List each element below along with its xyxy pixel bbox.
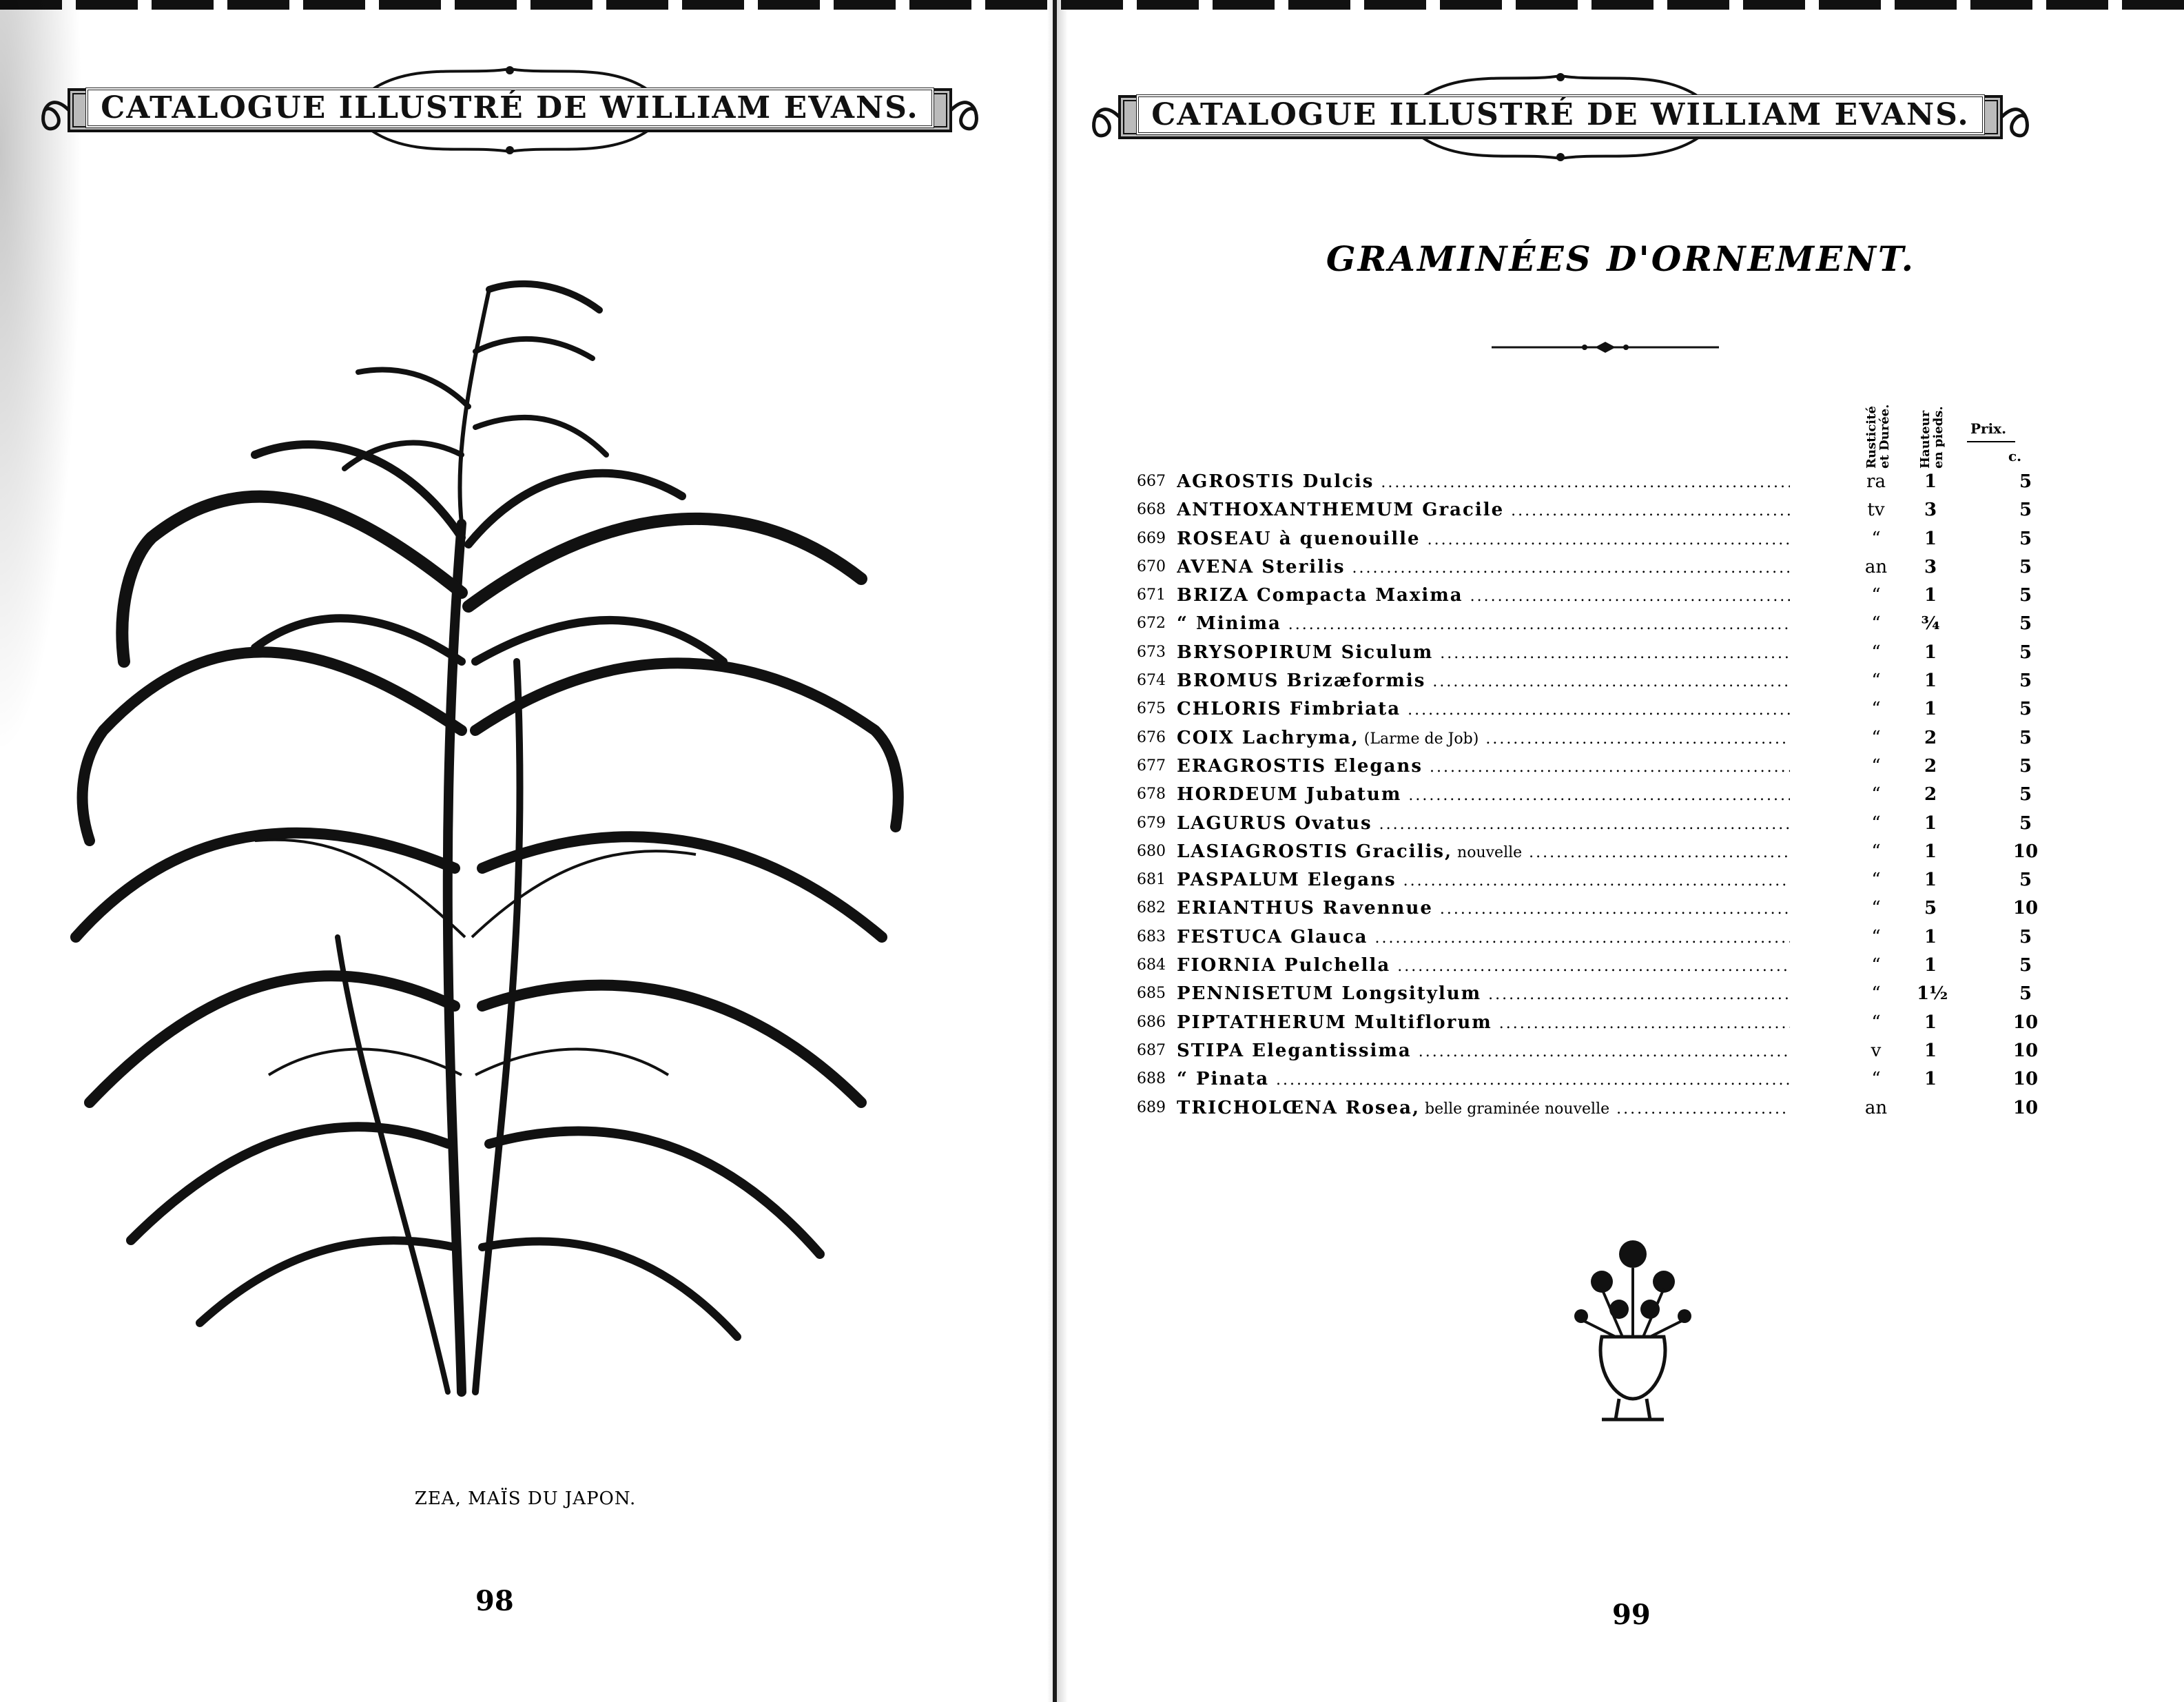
- item-hauteur: 5: [1924, 898, 1937, 919]
- item-number: 667: [1137, 473, 1166, 490]
- item-name: [1177, 670, 1790, 691]
- item-name-extra: nouvelle: [1452, 843, 1523, 861]
- item-name: [1177, 927, 1790, 947]
- item-name-extra: belle graminée nouvelle: [1420, 1100, 1610, 1118]
- item-prix: 5: [2019, 528, 2032, 549]
- item-rusticite: tv: [1867, 500, 1885, 521]
- item-rusticite: “: [1871, 699, 1881, 720]
- item-name: [1177, 500, 1790, 520]
- item-name: [1177, 699, 1790, 719]
- item-name-lead: TRICHOLŒNA Rosea,: [1177, 1097, 1421, 1118]
- item-rusticite: “: [1871, 926, 1881, 947]
- item-number: 688: [1137, 1070, 1166, 1088]
- divider-ornament-icon: [1492, 339, 1719, 356]
- item-rusticite: “: [1871, 585, 1881, 606]
- table-row: [1137, 469, 2156, 497]
- item-prix: 5: [2019, 642, 2032, 663]
- item-name-lead: AVENA Sterilis: [1177, 556, 1346, 577]
- column-header-hauteur: Hauteur en pieds.: [1918, 406, 1946, 469]
- table-row: [1137, 810, 2156, 839]
- table-row: [1137, 753, 2156, 781]
- table-row: [1137, 497, 2156, 525]
- table-row: [1137, 1066, 2156, 1094]
- item-prix: 5: [2019, 955, 2032, 976]
- item-prix: 10: [2012, 1097, 2039, 1118]
- table-row: [1137, 781, 2156, 810]
- flower-vase-ornament-icon: [1554, 1213, 1712, 1433]
- item-hauteur: 1: [1924, 699, 1937, 720]
- item-name-lead: BROMUS Brizæformis: [1177, 670, 1426, 692]
- item-rusticite: an: [1864, 1097, 1888, 1118]
- price-list: [1137, 469, 2156, 1123]
- item-name: [1177, 613, 1790, 634]
- item-rusticite: “: [1871, 812, 1881, 834]
- item-rusticite: “: [1871, 1069, 1881, 1090]
- prix-rule: [1967, 441, 2015, 442]
- item-name-lead: STIPA Elegantissima: [1177, 1040, 1412, 1061]
- item-name: [1177, 728, 1790, 748]
- item-prix: 5: [2019, 699, 2032, 720]
- item-hauteur: 2: [1924, 755, 1937, 777]
- item-name-lead: PENNISETUM Longsitylum: [1177, 983, 1482, 1005]
- item-hauteur: 1: [1924, 1069, 1937, 1090]
- item-number: 685: [1137, 985, 1166, 1003]
- item-rusticite: ra: [1866, 471, 1886, 492]
- item-number: 670: [1137, 557, 1166, 575]
- item-hauteur: 3: [1924, 556, 1937, 577]
- item-name-lead: LAGURUS Ovatus: [1177, 812, 1372, 834]
- item-hauteur: 1: [1924, 812, 1937, 834]
- item-prix: 5: [2019, 500, 2032, 521]
- item-hauteur: 2: [1924, 784, 1937, 806]
- table-row: [1137, 725, 2156, 753]
- item-hauteur: 3: [1924, 500, 1937, 521]
- item-number: 680: [1137, 842, 1166, 860]
- item-name-lead: ERAGROSTIS Elegans: [1177, 755, 1423, 777]
- item-name: [1177, 529, 1790, 549]
- item-name: [1177, 1069, 1790, 1089]
- item-number: 668: [1137, 501, 1166, 519]
- item-name-lead: FIORNIA Pulchella: [1177, 955, 1391, 976]
- table-row: [1137, 668, 2156, 696]
- table-row: [1137, 1095, 2156, 1123]
- item-rusticite: “: [1871, 528, 1881, 549]
- item-number: 675: [1137, 700, 1166, 718]
- item-name: [1177, 1040, 1790, 1061]
- item-rusticite: “: [1871, 898, 1881, 919]
- page-gutter: [1053, 0, 1057, 1702]
- item-number: 684: [1137, 956, 1166, 974]
- table-row: [1137, 867, 2156, 895]
- item-number: 679: [1137, 814, 1166, 832]
- item-name: [1177, 955, 1790, 976]
- item-name: [1177, 557, 1790, 577]
- item-hauteur: 1½: [1917, 983, 1948, 1005]
- table-row: [1137, 526, 2156, 554]
- item-prix: 5: [2019, 471, 2032, 492]
- header-title: [1140, 95, 1981, 134]
- item-number: 676: [1137, 728, 1166, 746]
- item-hauteur: 1: [1924, 1012, 1937, 1033]
- item-hauteur: 1: [1924, 1040, 1937, 1061]
- item-prix: 5: [2019, 870, 2032, 891]
- header-title-text: CATALOGUE ILLUSTRÉ DE WILLIAM EVANS.: [85, 88, 934, 128]
- item-prix: 10: [2012, 1069, 2039, 1090]
- item-rusticite: “: [1871, 755, 1881, 777]
- table-row: [1137, 1038, 2156, 1066]
- item-name: [1177, 1098, 1790, 1118]
- item-name-lead: CHLORIS Fimbriata: [1177, 699, 1401, 720]
- item-name: [1177, 471, 1790, 492]
- header-title-text: CATALOGUE ILLUSTRÉ DE WILLIAM EVANS.: [1136, 94, 1984, 135]
- item-number: 677: [1137, 757, 1166, 775]
- item-rusticite: “: [1871, 727, 1881, 748]
- item-name: [1177, 813, 1790, 834]
- item-name: [1177, 898, 1790, 919]
- table-row: [1137, 981, 2156, 1009]
- item-prix: 5: [2019, 983, 2032, 1005]
- item-rusticite: “: [1871, 642, 1881, 663]
- item-hauteur: 1: [1924, 926, 1937, 947]
- item-hauteur: 1: [1924, 528, 1937, 549]
- item-number: 683: [1137, 927, 1166, 945]
- item-name: [1177, 870, 1790, 890]
- column-header-rusticite: Rusticité et Durée.: [1864, 404, 1892, 469]
- page-header-right: [1078, 69, 2043, 172]
- item-name-lead: FESTUCA Glauca: [1177, 926, 1368, 947]
- item-name-lead: HORDEUM Jubatum: [1177, 784, 1402, 806]
- column-headers: [1850, 393, 2153, 469]
- item-prix: 5: [2019, 812, 2032, 834]
- item-number: 686: [1137, 1013, 1166, 1031]
- left-page: [0, 0, 1051, 1702]
- item-name: [1177, 1012, 1790, 1033]
- right-page: [1058, 0, 2184, 1702]
- item-name: [1177, 784, 1790, 805]
- table-row: [1137, 895, 2156, 923]
- item-hauteur: 1: [1924, 870, 1937, 891]
- illustration-caption: ZEA, MAÏS DU JAPON.: [414, 1488, 637, 1509]
- item-rusticite: an: [1864, 556, 1888, 577]
- item-name: [1177, 756, 1790, 777]
- item-rusticite: “: [1871, 955, 1881, 976]
- corn-plant-illustration-icon: [48, 248, 944, 1461]
- item-number: 671: [1137, 586, 1166, 604]
- item-name-lead: “ Minima: [1177, 613, 1281, 635]
- item-prix: 5: [2019, 585, 2032, 606]
- table-row: [1137, 611, 2156, 639]
- table-row: [1137, 554, 2156, 582]
- item-name-extra: (Larme de Job): [1359, 730, 1479, 748]
- item-rusticite: “: [1871, 983, 1881, 1005]
- item-prix: 10: [2012, 1012, 2039, 1033]
- item-hauteur: 1: [1924, 471, 1937, 492]
- item-name-lead: ANTHOXANTHEMUM Gracile: [1177, 500, 1505, 521]
- item-rusticite: “: [1871, 870, 1881, 891]
- item-name-lead: ROSEAU à quenouille: [1177, 528, 1421, 549]
- table-row: [1137, 952, 2156, 981]
- item-rusticite: “: [1871, 784, 1881, 806]
- item-name-lead: “ Pinata: [1177, 1069, 1270, 1090]
- item-number: 681: [1137, 871, 1166, 889]
- item-rusticite: “: [1871, 613, 1881, 635]
- item-number: 687: [1137, 1041, 1166, 1059]
- table-row: [1137, 639, 2156, 668]
- item-rusticite: “: [1871, 670, 1881, 692]
- table-row: [1137, 924, 2156, 952]
- item-name: [1177, 642, 1790, 663]
- item-name-lead: LASIAGROSTIS Gracilis,: [1177, 841, 1453, 862]
- item-name-lead: BRYSOPIRUM Siculum: [1177, 642, 1434, 663]
- item-rusticite: “: [1871, 841, 1881, 862]
- item-number: 669: [1137, 529, 1166, 547]
- item-name: [1177, 585, 1790, 606]
- page-header: [28, 62, 992, 165]
- item-prix: 5: [2019, 670, 2032, 692]
- table-row: [1137, 1009, 2156, 1038]
- section-title: GRAMINÉES D'ORNEMENT.: [1326, 238, 1916, 279]
- item-number: 672: [1137, 615, 1166, 633]
- item-name-lead: PASPALUM Elegans: [1177, 870, 1397, 891]
- item-hauteur: 1: [1924, 841, 1937, 862]
- item-prix: 5: [2019, 613, 2032, 635]
- item-number: 678: [1137, 786, 1166, 803]
- page-number-right: 99: [1612, 1599, 1651, 1631]
- item-hauteur: 1: [1924, 670, 1937, 692]
- item-hauteur: 1: [1924, 642, 1937, 663]
- item-prix: 5: [2019, 755, 2032, 777]
- item-name-lead: COIX Lachryma,: [1177, 727, 1359, 748]
- item-prix: 5: [2019, 784, 2032, 806]
- item-prix: 5: [2019, 926, 2032, 947]
- table-row: [1137, 839, 2156, 867]
- item-prix: 10: [2012, 1040, 2039, 1061]
- item-hauteur: 1: [1924, 585, 1937, 606]
- item-name-lead: ERIANTHUS Ravennue: [1177, 898, 1433, 919]
- table-row: [1137, 582, 2156, 611]
- item-name-lead: BRIZA Compacta Maxima: [1177, 585, 1463, 606]
- item-rusticite: v: [1871, 1040, 1882, 1061]
- page-number-left: 98: [475, 1585, 514, 1617]
- column-header-unit: c.: [2008, 448, 2022, 464]
- item-number: 682: [1137, 899, 1166, 917]
- item-number: 673: [1137, 643, 1166, 661]
- item-name-lead: PIPTATHERUM Multiflorum: [1177, 1012, 1492, 1033]
- item-number: 689: [1137, 1098, 1166, 1116]
- item-name-lead: AGROSTIS Dulcis: [1177, 471, 1374, 492]
- table-row: [1137, 696, 2156, 724]
- item-hauteur: 2: [1924, 727, 1937, 748]
- item-prix: 5: [2019, 556, 2032, 577]
- header-title: [90, 88, 930, 127]
- item-hauteur: 1: [1924, 955, 1937, 976]
- item-name: [1177, 983, 1790, 1004]
- column-header-prix: Prix.: [1970, 420, 2007, 437]
- item-name: [1177, 841, 1790, 862]
- item-prix: 10: [2012, 841, 2039, 862]
- item-prix: 5: [2019, 727, 2032, 748]
- item-rusticite: “: [1871, 1012, 1881, 1033]
- item-hauteur: ¾: [1921, 613, 1940, 635]
- item-prix: 10: [2012, 898, 2039, 919]
- item-number: 674: [1137, 672, 1166, 690]
